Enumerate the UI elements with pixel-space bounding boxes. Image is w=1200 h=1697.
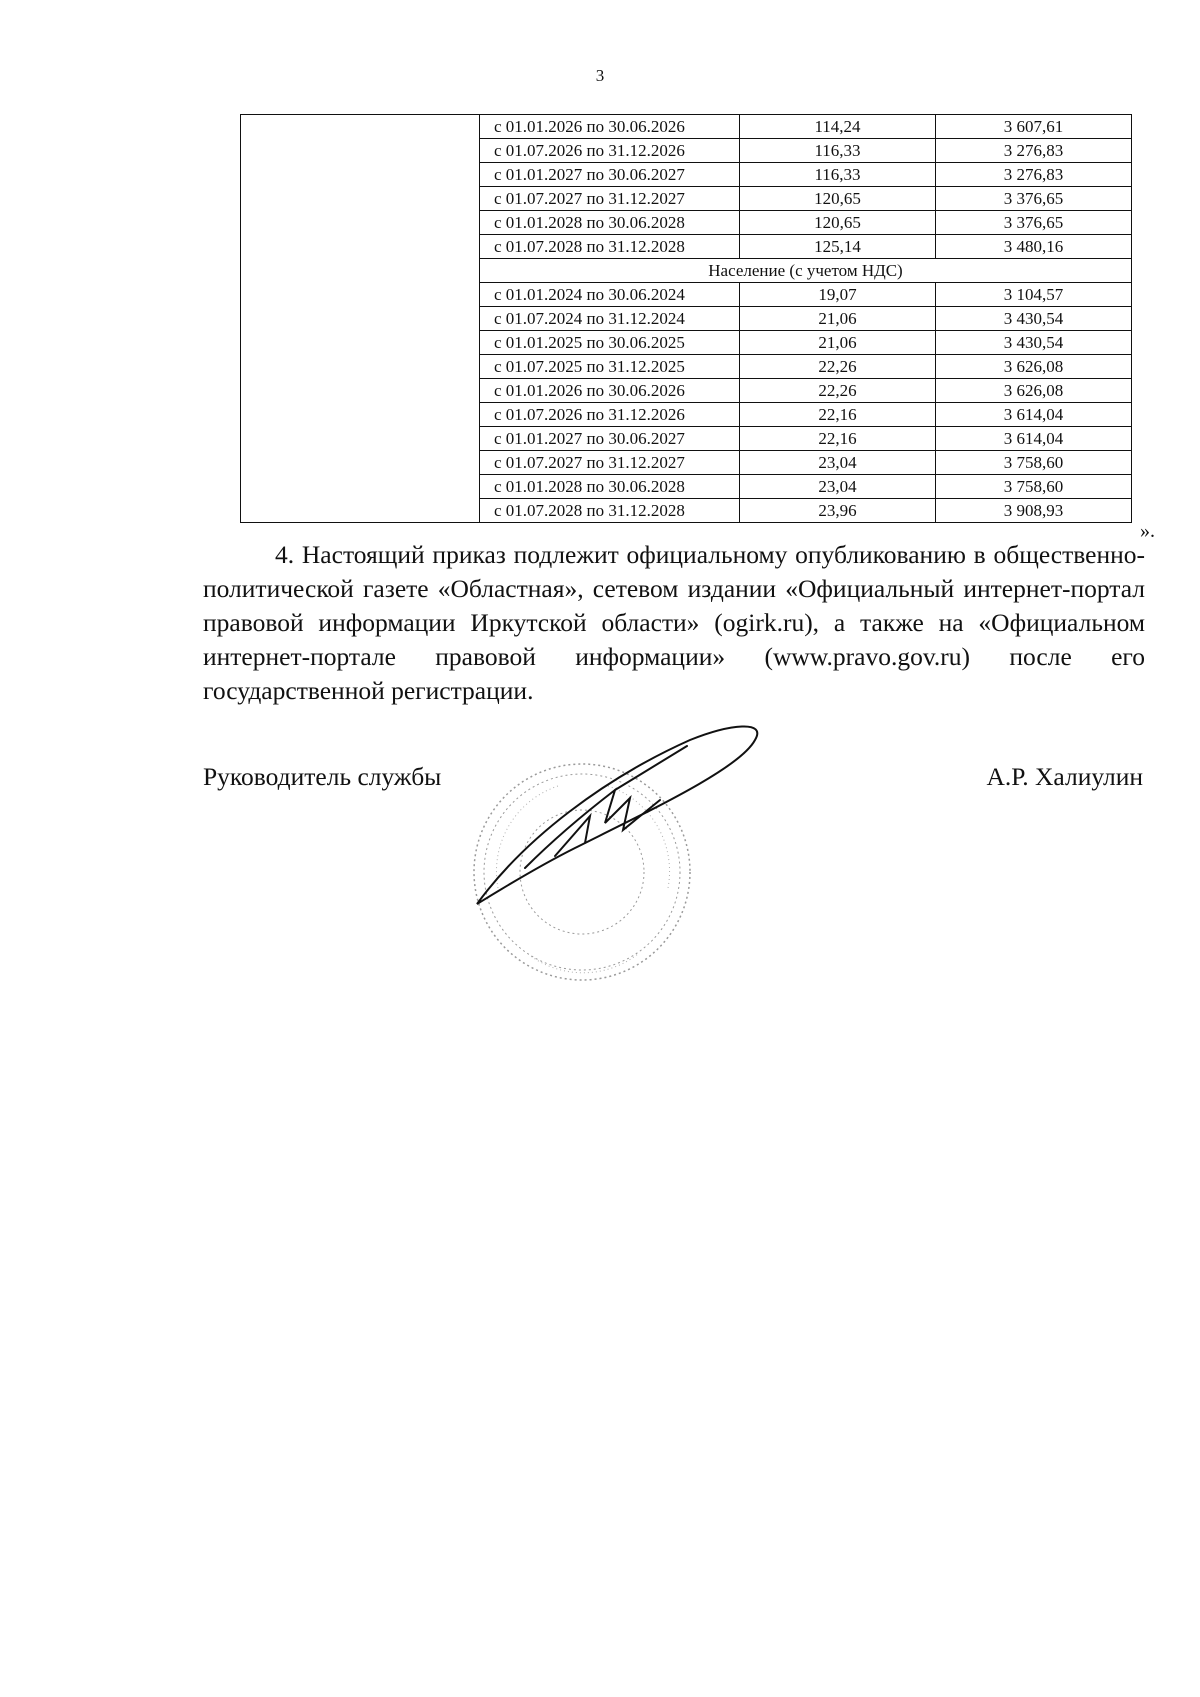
value1-cell: 120,65: [740, 187, 936, 211]
value2-cell: 3 614,04: [936, 427, 1132, 451]
publication-paragraph: 4. Настоящий приказ подлежит официальному опубликованию в общественно-политической газете «Областная», сетевом издании «Официальный интернет-портал правовой информации Иркутской области» (ogirk.ru), а также на «Официальном интернет-портале правовой информации» (www.pravo.gov.ru) после его государственной регистрации.: [203, 540, 1145, 705]
period-cell: с 01.07.2028 по 31.12.2028: [480, 499, 740, 523]
handwritten-signature: [455, 718, 805, 938]
period-cell: с 01.07.2028 по 31.12.2028: [480, 235, 740, 259]
value1-cell: 23,04: [740, 451, 936, 475]
value1-cell: 21,06: [740, 307, 936, 331]
value2-cell: 3 614,04: [936, 403, 1132, 427]
page-number: 3: [595, 66, 605, 85]
value1-cell: 22,16: [740, 427, 936, 451]
value1-cell: 21,06: [740, 331, 936, 355]
value2-cell: 3 626,08: [936, 355, 1132, 379]
value2-cell: 3 276,83: [936, 163, 1132, 187]
period-cell: с 01.01.2027 по 30.06.2027: [480, 163, 740, 187]
value2-cell: 3 430,54: [936, 307, 1132, 331]
tariff-table: [240, 114, 1132, 523]
period-cell: с 01.07.2026 по 31.12.2026: [480, 403, 740, 427]
value2-cell: 3 376,65: [936, 187, 1132, 211]
value2-cell: 3 104,57: [936, 283, 1132, 307]
value1-cell: 23,96: [740, 499, 936, 523]
value1-cell: 22,26: [740, 379, 936, 403]
value1-cell: 116,33: [740, 163, 936, 187]
period-cell: с 01.01.2028 по 30.06.2028: [480, 211, 740, 235]
signatory-name: А.Р. Халиулин: [986, 762, 1143, 791]
value2-cell: 3 908,93: [936, 499, 1132, 523]
period-cell: с 01.01.2027 по 30.06.2027: [480, 427, 740, 451]
period-cell: с 01.01.2028 по 30.06.2028: [480, 475, 740, 499]
period-cell: с 01.01.2025 по 30.06.2025: [480, 331, 740, 355]
value1-cell: 19,07: [740, 283, 936, 307]
period-cell: с 01.01.2026 по 30.06.2026: [480, 115, 740, 139]
section-header: Население (с учетом НДС): [480, 259, 1132, 283]
value2-cell: 3 376,65: [936, 211, 1132, 235]
signatory-title: Руководитель службы: [203, 762, 442, 791]
value1-cell: 22,26: [740, 355, 936, 379]
table-row: [241, 115, 1132, 139]
table-left-blank-cell: [241, 115, 480, 523]
period-cell: с 01.07.2026 по 31.12.2026: [480, 139, 740, 163]
value1-cell: 125,14: [740, 235, 936, 259]
value2-cell: 3 430,54: [936, 331, 1132, 355]
tariff-table-body: [241, 115, 1132, 523]
value2-cell: 3 276,83: [936, 139, 1132, 163]
value1-cell: 23,04: [740, 475, 936, 499]
value1-cell: 22,16: [740, 403, 936, 427]
period-cell: с 01.07.2027 по 31.12.2027: [480, 187, 740, 211]
value2-cell: 3 480,16: [936, 235, 1132, 259]
period-cell: с 01.01.2024 по 30.06.2024: [480, 283, 740, 307]
value1-cell: 116,33: [740, 139, 936, 163]
period-cell: с 01.07.2027 по 31.12.2027: [480, 451, 740, 475]
closing-quote: ».: [1140, 520, 1155, 542]
period-cell: с 01.07.2024 по 31.12.2024: [480, 307, 740, 331]
value2-cell: 3 758,60: [936, 451, 1132, 475]
period-cell: с 01.01.2026 по 30.06.2026: [480, 379, 740, 403]
value2-cell: 3 626,08: [936, 379, 1132, 403]
period-cell: с 01.07.2025 по 31.12.2025: [480, 355, 740, 379]
value1-cell: 114,24: [740, 115, 936, 139]
value2-cell: 3 607,61: [936, 115, 1132, 139]
value2-cell: 3 758,60: [936, 475, 1132, 499]
value1-cell: 120,65: [740, 211, 936, 235]
